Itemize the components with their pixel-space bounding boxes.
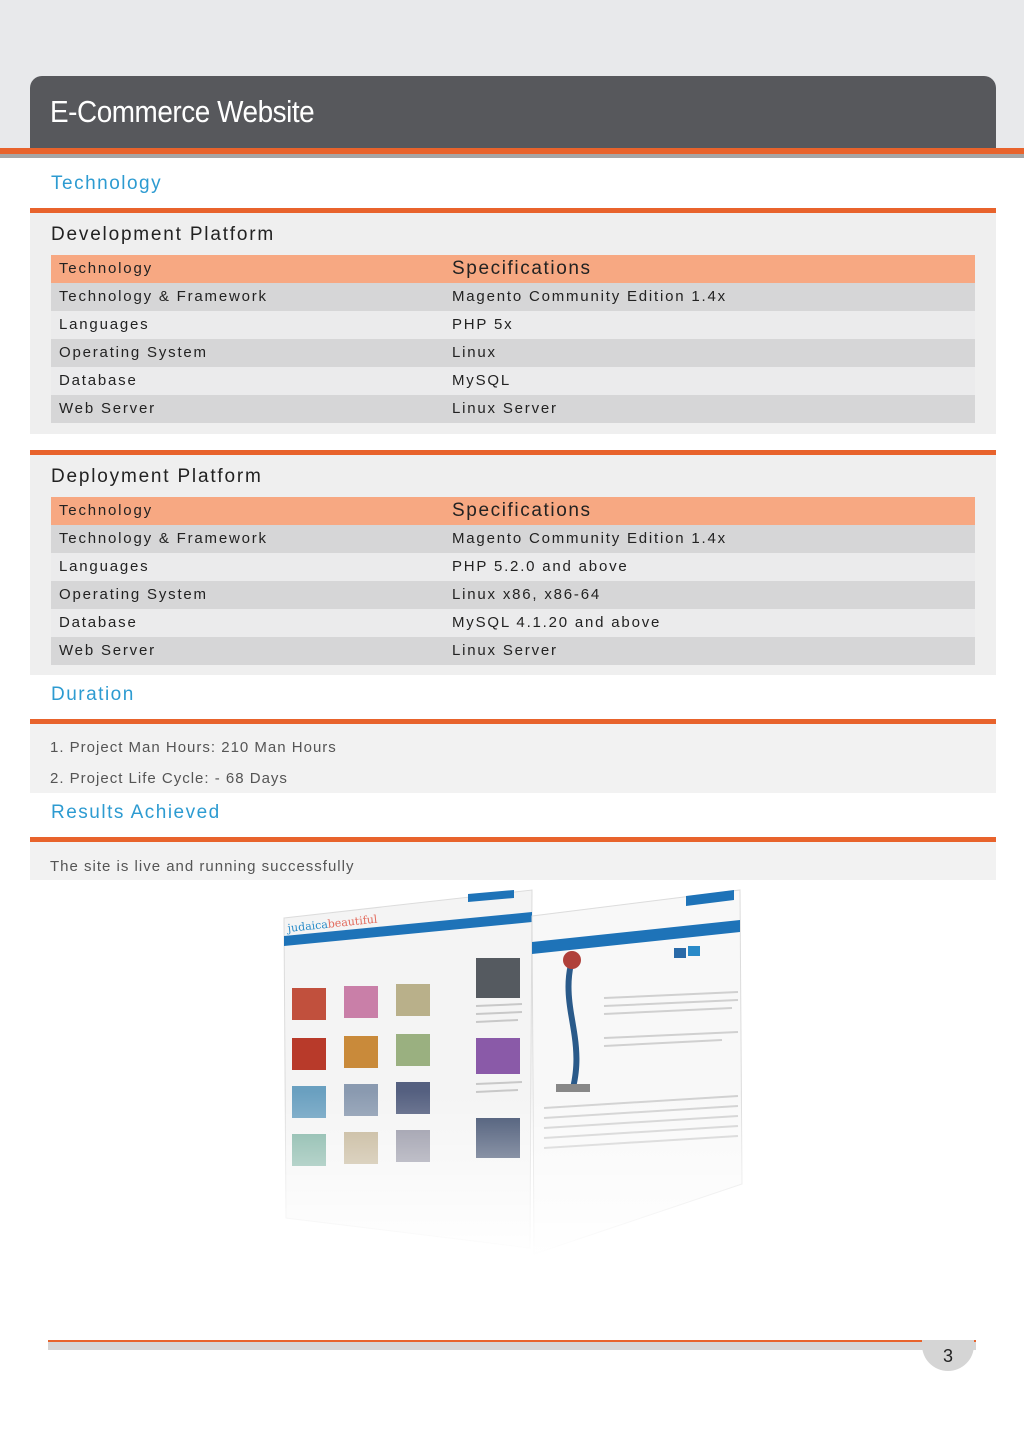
section-heading-duration: Duration: [51, 684, 135, 705]
row-technology: Languages: [59, 316, 150, 333]
table-row: [51, 395, 975, 423]
section-heading-technology: Technology: [51, 173, 163, 194]
deployment-platform-title: Deployment Platform: [51, 466, 263, 487]
row-technology: Database: [59, 372, 138, 389]
deployment-spec-table: [51, 497, 975, 665]
page-number: 3: [922, 1340, 974, 1371]
row-specification: MySQL 4.1.20 and above: [452, 614, 662, 631]
table-row: [51, 311, 975, 339]
table-row: [51, 339, 975, 367]
title-bar: [30, 76, 996, 148]
development-spec-table: [51, 255, 975, 423]
page-title: E-Commerce Website: [50, 94, 315, 129]
row-specification: Magento Community Edition 1.4x: [452, 530, 727, 547]
row-specification: Magento Community Edition 1.4x: [452, 288, 727, 305]
duration-item: 2. Project Life Cycle: - 68 Days: [50, 770, 288, 787]
row-technology: Database: [59, 614, 138, 631]
row-technology: Web Server: [59, 642, 156, 659]
header-specifications: Specifications: [452, 500, 592, 521]
results-text: The site is live and running successfully: [50, 858, 355, 875]
row-specification: Linux Server: [452, 400, 558, 417]
row-technology: Web Server: [59, 400, 156, 417]
development-platform-panel: [30, 208, 996, 434]
row-specification: PHP 5x: [452, 316, 514, 333]
development-platform-title: Development Platform: [51, 224, 275, 245]
results-panel: [30, 837, 996, 880]
header-specifications: Specifications: [452, 258, 592, 279]
website-mockups-illustration: [282, 888, 744, 1258]
row-specification: PHP 5.2.0 and above: [452, 558, 629, 575]
header-technology: Technology: [59, 502, 153, 519]
table-header-row: [51, 255, 975, 283]
table-row: [51, 367, 975, 395]
row-technology: Languages: [59, 558, 150, 575]
header-stripe-gray: [0, 154, 1024, 158]
row-specification: MySQL: [452, 372, 512, 389]
duration-panel: [30, 719, 996, 793]
duration-item: 1. Project Man Hours: 210 Man Hours: [50, 739, 337, 756]
row-specification: Linux x86, x86-64: [452, 586, 602, 603]
row-technology: Operating System: [59, 586, 208, 603]
row-specification: Linux Server: [452, 642, 558, 659]
table-row: [51, 525, 975, 553]
table-row: [51, 581, 975, 609]
row-specification: Linux: [452, 344, 497, 361]
footer-stripe-gray: [48, 1342, 976, 1350]
deployment-platform-panel: [30, 450, 996, 675]
table-row: [51, 609, 975, 637]
table-row: [51, 553, 975, 581]
section-heading-results: Results Achieved: [51, 802, 221, 823]
row-technology: Technology & Framework: [59, 288, 268, 305]
row-technology: Operating System: [59, 344, 208, 361]
row-technology: Technology & Framework: [59, 530, 268, 547]
table-header-row: [51, 497, 975, 525]
header-technology: Technology: [59, 260, 153, 277]
table-row: [51, 637, 975, 665]
table-row: [51, 283, 975, 311]
